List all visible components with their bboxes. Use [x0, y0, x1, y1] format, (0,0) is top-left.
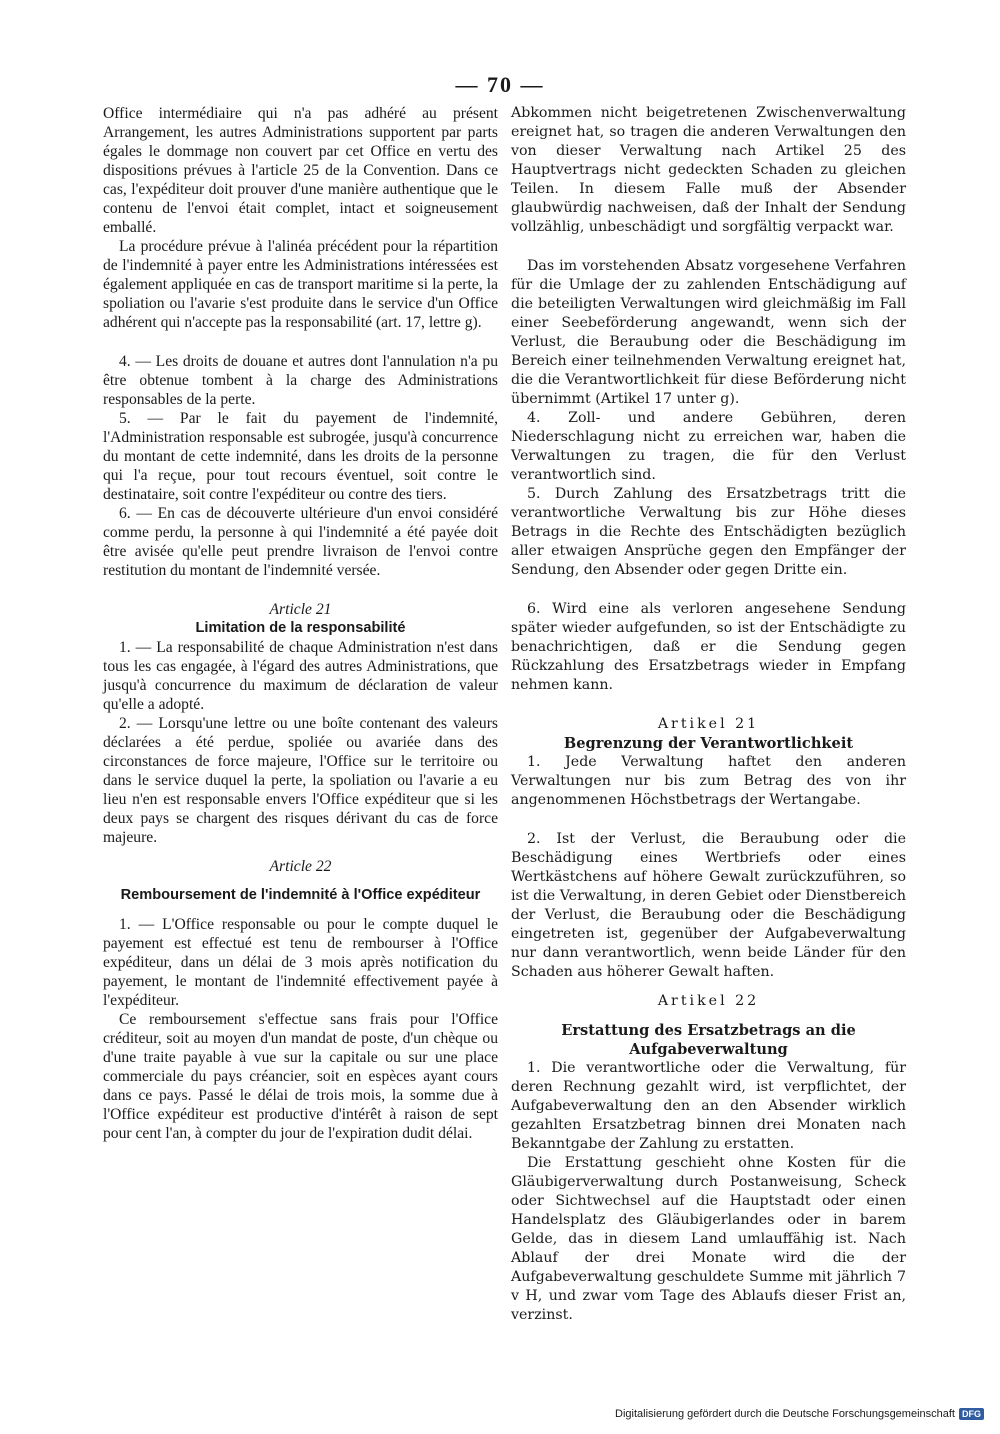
french-paragraph: La procédure prévue à l'alinéa précédent pour la répartition de l'indemnité à payer entre les Administrations intéressées est également appliquée en cas de transport maritime si la perte, la spoliation ou l'avarie s'est produite dans le service d'un Office adhérent qui n'accepte pas la responsabilité (art. 17, lettre g).: [103, 238, 498, 331]
article-title: Artikel 22: [657, 993, 760, 1009]
german-paragraph: 2. Ist der Verlust, die Beraubung oder die Beschädigung eines Wertbriefs oder eines Wertkästchens auf höhere Gewalt zurückzuführen, so ist die Verwaltung, in deren Gebiet oder Dienstbereich der Verlust, die Beraubung oder die Beschädigung eingetreten ist, gegenüber der Aufgabeverwaltung nur dann verantwortlich, wenn beide Länder für den Schaden aus höherer Gewalt haften.: [511, 831, 906, 980]
article-heading: Erstattung des Ersatzbetrags an die Aufgabeverwaltung: [561, 1022, 856, 1058]
french-paragraph: 5. — Par le fait du payement de l'indemnité, l'Administration responsable est subrogée, jusqu'à concurrence du montant de cette indemnité, dans les droits de la personne qui l'a reçue, pour tout recours éventuel, soit contre le destinataire, soit contre l'expéditeur ou contre des tiers.: [103, 410, 498, 503]
page-number: — 70 —: [455, 72, 545, 97]
german-paragraph: 4. Zoll- und andere Gebühren, deren Niederschlagung nicht zu erreichen war, haben die Verwaltungen zu tragen, die für den Verlust verantwortlich sind.: [511, 410, 906, 483]
french-paragraph: 1. — L'Office responsable ou pour le compte duquel le payement est effectué est tenu de rembourser à l'Office expéditeur, dans un délai de 3 mois après notification du payement, le montant de l'indemnité effectivement payée à l'expéditeur.: [103, 916, 498, 1009]
french-paragraph: 4. — Les droits de douane et autres dont l'annulation n'a pu être obtenue tombent à la charge des Administrations responsables de la perte.: [103, 353, 498, 408]
dfg-logo: DFG: [959, 1408, 984, 1420]
german-paragraph: 1. Die verantwortliche oder die Verwaltung, für deren Rechnung gezahlt wird, ist verpflichtet, der Aufgabeverwaltung den an den Absender wirklich gezahlten Ersatzbetrag binnen drei Monaten nach Bekanntgabe der Zahlung zu erstatten.: [511, 1060, 906, 1152]
article-title: Artikel 21: [657, 716, 760, 732]
german-paragraph: 6. Wird eine als verloren angesehene Sendung später wieder aufgefunden, so ist der Entschädigte zu benachrichtigen, daß er die Sendung gegen Rückzahlung des Ersatzbetrags wieder in Empfang nehmen kann.: [511, 601, 906, 693]
german-column: [511, 104, 906, 1325]
french-paragraph: 6. — En cas de découverte ultérieure d'un envoi considéré comme perdu, la personne à qui l'indemnité a été payée doit être avisée qu'elle peut prendre livraison de l'envoi contre restitution du montant de l'indemnité versée.: [103, 505, 498, 579]
french-paragraph: Ce remboursement s'effectue sans frais pour l'Office créditeur, soit au moyen d'un mandat de poste, d'un chèque ou d'une traite payable à vue sur la capitale ou sur une place commerciale du pays créancier, soit en espèces ayant cours dans ce pays. Passé le délai de trois mois, la somme due à l'Office expéditeur est productive d'intérêt à raison de sept pour cent l'an, à compter du jour de l'expiration dudit délai.: [103, 1011, 498, 1142]
german-paragraph: 5. Durch Zahlung des Ersatzbetrags tritt die verantwortliche Verwaltung bis zur Höhe dieses Betrags in die Rechte des Entschädigten bezüglich aller etwaigen Ansprüche gegen den Empfänger der Sendung, den Absender oder gegen Dritte ein.: [511, 486, 906, 578]
french-column: [103, 104, 498, 1143]
german-paragraph: Die Erstattung geschieht ohne Kosten für die Gläubigerverwaltung durch Postanweisung, Scheck oder Sichtwechsel auf die Hauptstadt oder einen Handelsplatz des Gläubigerlandes oder in barem Gelde, das in diesem Land umlauffähig ist. Nach Ablauf der drei Monate wird die der Aufgabeverwaltung geschuldete Summe mit jährlich 7 v H, und zwar vom Tage des Ablaufs dieser Frist an, verzinst.: [511, 1155, 906, 1323]
article-heading: Begrenzung der Verantwortlichkeit: [563, 735, 854, 752]
french-paragraph: 2. — Lorsqu'une lettre ou une boîte contenant des valeurs déclarées a été perdue, spoliée ou avariée dans des circonstances de force majeure, l'Office sur le territoire ou dans le service duquel la perte, la spoliation ou l'avarie a eu lieu n'en est responsable envers l'Office expéditeur que si les deux pays se chargent des risques dérivant du cas de force majeure.: [103, 715, 498, 846]
article-heading: Remboursement de l'indemnité à l'Office expéditeur: [120, 887, 481, 903]
french-paragraph: 1. — La responsabilité de chaque Administration n'est dans tous les cas engagée, à l'égard des autres Administrations, que jusqu'à concurrence du maximum de déclaration de valeur qu'elle a adopté.: [103, 639, 498, 713]
german-paragraph: 1. Jede Verwaltung haftet den anderen Verwaltungen nur bis zum Betrag des von ihr angenommenen Höchstbetrags der Wertangabe.: [511, 754, 906, 808]
footer-text: Digitalisierung gefördert durch die Deutsche Forschungsgemeinschaft: [615, 1408, 955, 1420]
german-paragraph: Das im vorstehenden Absatz vorgesehene Verfahren für die Umlage der zu zahlenden Entschädigung auf die beteiligten Verwaltungen wird gleichmäßig im Fall einer Seebeförderung angewandt, wenn sich der Verlust, die Beraubung oder die Beschädigung im Bereich einer teilnehmenden Verwaltung ereignet hat, die die Verantwortlichkeit für diese Beförderung nicht übernimmt (Artikel 17 unter g).: [511, 258, 906, 407]
article-title: Article 22: [269, 858, 332, 875]
article-heading: Limitation de la responsabilité: [195, 620, 406, 636]
footer: [615, 1408, 984, 1420]
french-paragraph: Office intermédiaire qui n'a pas adhéré au présent Arrangement, les autres Administrations supportent par parts égales le dommage non couvert par cet Office en vertu des dispositions prévues à l'article 25 de la Convention. Dans ce cas, l'expéditeur doit prouver d'une manière authentique que le contenu de l'envoi était complet, intact et soigneusement emballé.: [103, 105, 498, 236]
german-paragraph: Abkommen nicht beigetretenen Zwischenverwaltung ereignet hat, so tragen die anderen Verwaltungen den von dieser Verwaltung nach Artikel 25 des Hauptvertrags nicht gedeckten Schaden zu gleichen Teilen. In diesem Falle muß der Absender glaubwürdig nachweisen, daß der Inhalt der Sendung vollzählig, unbeschädigt und sorgfältig verpackt war.: [511, 105, 906, 235]
article-title: Article 21: [269, 601, 332, 618]
